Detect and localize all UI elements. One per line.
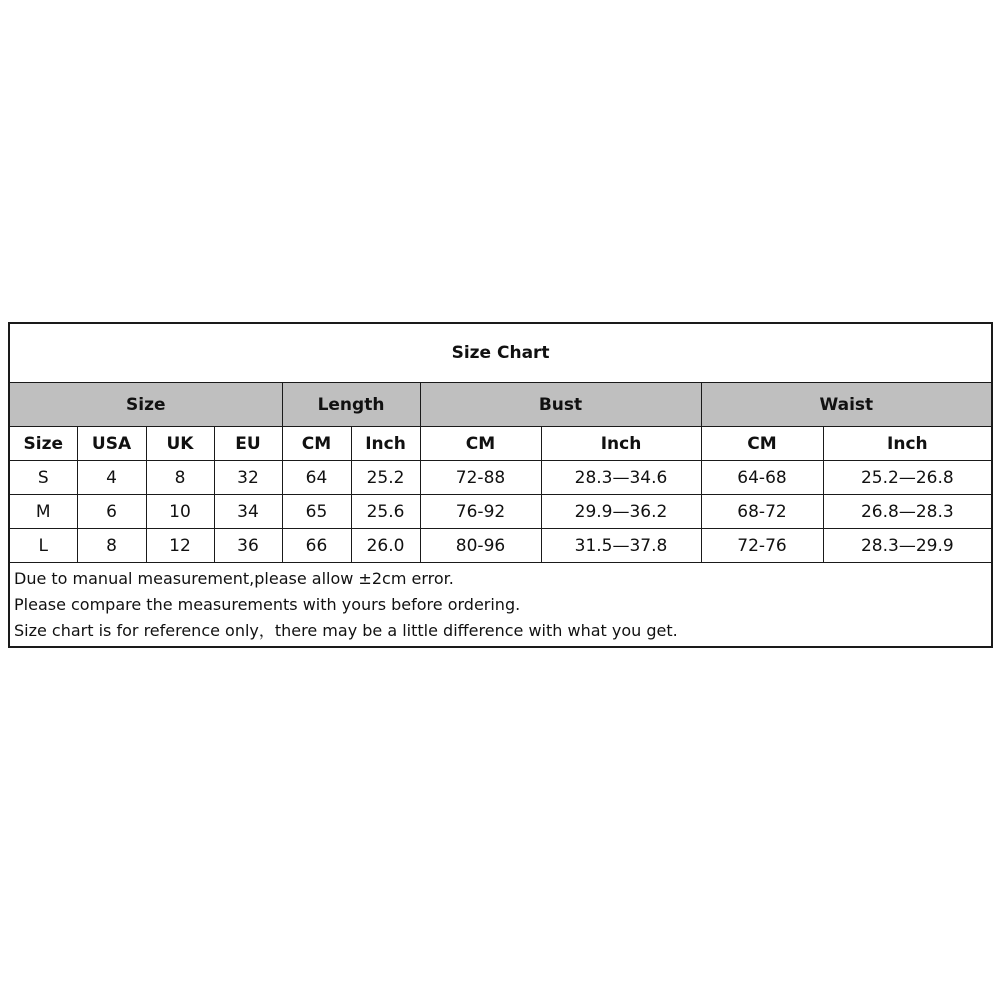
table-cell: S	[9, 461, 77, 495]
sub-header-row	[9, 427, 992, 461]
column-header: USA	[77, 427, 146, 461]
chart-title: Size Chart	[9, 323, 992, 383]
table-cell: 6	[77, 495, 146, 529]
column-header: CM	[282, 427, 351, 461]
note-line: Size chart is for reference only，there may be a little difference with what you get.	[14, 621, 678, 640]
table-row	[9, 461, 992, 495]
table-row	[9, 495, 992, 529]
group-header-length: Length	[282, 383, 420, 427]
group-header-row	[9, 383, 992, 427]
table-cell: 31.5—37.8	[541, 529, 701, 563]
table-cell: 26.8—28.3	[823, 495, 992, 529]
group-header-waist: Waist	[701, 383, 992, 427]
table-cell: 8	[77, 529, 146, 563]
table-cell: M	[9, 495, 77, 529]
table-cell: 72-88	[420, 461, 541, 495]
table-cell: 8	[146, 461, 214, 495]
column-header: CM	[420, 427, 541, 461]
table-cell: L	[9, 529, 77, 563]
table-cell: 25.6	[351, 495, 420, 529]
table-cell: 66	[282, 529, 351, 563]
table-cell: 76-92	[420, 495, 541, 529]
table-cell: 29.9—36.2	[541, 495, 701, 529]
table-cell: 25.2—26.8	[823, 461, 992, 495]
table-cell: 10	[146, 495, 214, 529]
table-cell: 68-72	[701, 495, 823, 529]
table-cell: 32	[214, 461, 282, 495]
table-cell: 65	[282, 495, 351, 529]
note-line: Please compare the measurements with yours before ordering.	[14, 595, 521, 614]
column-header: CM	[701, 427, 823, 461]
table-cell: 26.0	[351, 529, 420, 563]
notes-cell	[9, 563, 992, 648]
note-line: Due to manual measurement,please allow ±2cm error.	[14, 569, 454, 588]
table-cell: 72-76	[701, 529, 823, 563]
table-cell: 36	[214, 529, 282, 563]
column-header: Inch	[351, 427, 420, 461]
table-cell: 80-96	[420, 529, 541, 563]
group-header-bust: Bust	[420, 383, 701, 427]
column-header: UK	[146, 427, 214, 461]
size-chart	[8, 322, 991, 648]
table-cell: 4	[77, 461, 146, 495]
table-cell: 28.3—29.9	[823, 529, 992, 563]
table-cell: 34	[214, 495, 282, 529]
notes-row	[9, 563, 992, 648]
column-header: Inch	[823, 427, 992, 461]
table-row	[9, 529, 992, 563]
table-cell: 64-68	[701, 461, 823, 495]
table-cell: 64	[282, 461, 351, 495]
group-header-size: Size	[9, 383, 282, 427]
table-cell: 12	[146, 529, 214, 563]
size-chart-table	[8, 322, 993, 648]
table-cell: 28.3—34.6	[541, 461, 701, 495]
column-header: EU	[214, 427, 282, 461]
column-header: Size	[9, 427, 77, 461]
column-header: Inch	[541, 427, 701, 461]
table-cell: 25.2	[351, 461, 420, 495]
